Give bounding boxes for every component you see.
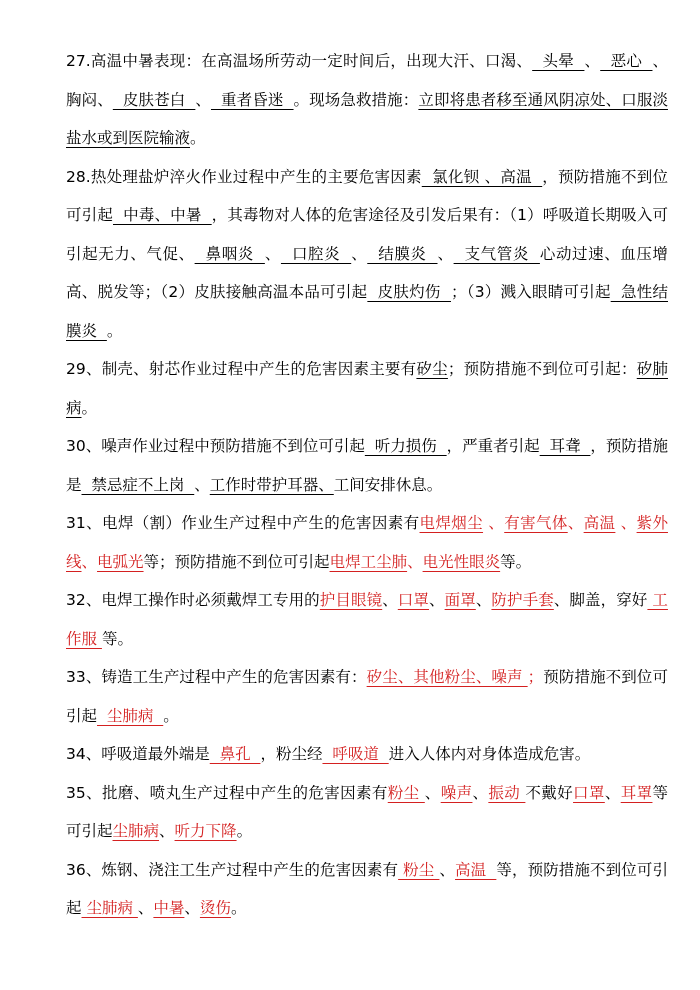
question-text: 。 <box>163 706 179 725</box>
answer-blank: 鼻咽炎 <box>194 244 265 263</box>
answer-blank: 高温 <box>583 514 616 532</box>
question-q35 <box>66 774 668 851</box>
answer-blank: 口罩 <box>573 783 605 802</box>
question-text: 预防措施不到位可引起 <box>66 668 668 725</box>
answer-blank: 矽尘、其他粉尘、噪声 <box>366 668 528 686</box>
question-text: 等。 <box>101 629 133 648</box>
answer-blank: 呼吸道 <box>322 745 389 763</box>
question-text: 、脚盖，穿好 <box>553 591 648 609</box>
answer-blank: 防护手套 <box>491 591 554 609</box>
answer-blank: 口腔炎 <box>280 244 352 263</box>
answer-blank: 电弧光 <box>97 552 144 571</box>
question-q27 <box>66 42 668 158</box>
question-text: 、 <box>195 90 211 109</box>
question-text: 31、电焊（割）作业生产过程中产生的危害因素有 <box>66 514 420 532</box>
question-q28 <box>66 158 668 351</box>
answer-blank: 中毒、中暑 <box>113 206 212 224</box>
question-text: ，其毒物对人体的危害途径及引发后果有：（1）呼吸道长期吸入可引起无力、气促、 <box>66 206 668 263</box>
answer-blank: 头晕 <box>532 52 585 70</box>
answer-blank: 皮肤苍白 <box>112 90 196 109</box>
answer-blank: 工作服 <box>66 591 668 648</box>
question-q30 <box>66 427 668 504</box>
answer-blank: 矽肺病 <box>66 360 668 417</box>
question-text: 等可引起 <box>66 783 668 840</box>
question-text: 、 <box>184 899 200 917</box>
answer-blank: 尘肺病 <box>97 706 164 725</box>
answer-blank: 中暑 <box>153 899 185 917</box>
answer-blank: 重者昏迷 <box>210 90 294 109</box>
question-text: ，预防措施是 <box>66 437 668 494</box>
question-text: 。现场急救措施： <box>293 90 419 109</box>
question-text: 、 <box>382 591 398 609</box>
question-text: 等；预防措施不到位可引起 <box>143 552 330 571</box>
question-text: 、 <box>584 52 601 70</box>
answer-blank: 高温 <box>455 860 497 879</box>
question-text: 、 <box>424 783 441 802</box>
answer-blank: 口罩 <box>397 591 429 609</box>
answer-blank: 紫外线 <box>66 514 668 571</box>
answer-blank: 粉尘 <box>398 860 440 879</box>
question-text: 36、炼钢、浇注工生产过程中产生的危害因素有 <box>66 860 399 879</box>
question-q34 <box>66 735 668 774</box>
answer-blank: 烫伤 <box>199 899 231 917</box>
question-text: 33、铸造工生产过程中产生的危害因素有： <box>66 668 367 686</box>
question-text: 心动过速、血压增高、脱发等；（2）皮肤接触高温本品可引起 <box>66 244 668 301</box>
question-text: 。 <box>236 822 253 840</box>
answer-blank: 禁忌症不上岗 <box>81 475 195 494</box>
question-text: 、 <box>483 514 505 532</box>
question-text: 、 <box>81 552 98 571</box>
question-text: 、 <box>137 899 154 917</box>
answer-blank: 皮肤灼伤 <box>367 283 451 301</box>
question-q31 <box>66 504 668 581</box>
question-text: 30、噪声作业过程中预防措施不到位可引起 <box>66 437 365 455</box>
question-text: ，预防措施不到位可引起 <box>66 167 668 224</box>
question-text: 、胸闷、 <box>66 52 668 109</box>
answer-blank: 恶心 <box>600 52 653 70</box>
answer-blank: 鼻孔 <box>209 745 261 763</box>
question-text: ；（3）溅入眼睛可引起 <box>450 283 611 301</box>
question-text: 、 <box>264 244 281 263</box>
question-q33 <box>66 658 668 735</box>
question-text: 、 <box>472 783 489 802</box>
answer-blank: 电焊烟尘 <box>419 514 484 532</box>
question-text: 、 <box>615 514 637 532</box>
question-q36 <box>66 851 668 928</box>
question-text: 、 <box>407 552 423 571</box>
question-text: 29、制壳、射芯作业过程中产生的危害因素主要有 <box>66 360 417 378</box>
question-text: 35、批磨、喷丸生产过程中产生的危害因素有 <box>66 783 388 802</box>
question-text: 、 <box>437 244 454 263</box>
answer-blank: 矽尘 <box>416 360 448 378</box>
question-text: 34、呼吸道最外端是 <box>66 745 210 763</box>
answer-blank: 振动 <box>488 783 526 802</box>
answer-blank: 尘肺病 <box>112 822 160 840</box>
question-text: 等。 <box>500 552 532 571</box>
answer-blank: 面罩 <box>444 591 476 609</box>
question-text: 、 <box>439 860 456 879</box>
answer-blank: 支气管炎 <box>453 244 540 263</box>
question-text: 、 <box>194 475 210 494</box>
answer-blank: 护目眼镜 <box>319 591 383 609</box>
question-text: 。 <box>81 398 98 417</box>
question-q32 <box>66 581 668 658</box>
question-text: 等，预防措施不到位可引起 <box>66 860 668 917</box>
answer-blank: 听力下降 <box>174 822 237 840</box>
question-text: 32、电焊工操作时必须戴焊工专用的 <box>66 591 320 609</box>
question-text: 、 <box>475 591 492 609</box>
question-text: 不戴好 <box>525 783 574 802</box>
answer-blank: 急性结膜炎 <box>66 283 668 340</box>
answer-blank: 听力损伤 <box>364 437 447 455</box>
answer-blank: 电光性眼炎 <box>422 552 501 571</box>
answer-blank: 粉尘 <box>387 783 425 802</box>
answer-blank: 氯化钡 、高温 <box>421 167 543 186</box>
question-text: 。 <box>106 321 123 340</box>
question-text: 、 <box>604 783 621 802</box>
answer-blank: 工作时带护耳器、 <box>209 475 334 494</box>
answer-blank: 结膜炎 <box>367 244 438 263</box>
question-text: 27.高温中暑表现：在高温场所劳动一定时间后，出现大汗、口渴、 <box>66 52 533 70</box>
answer-blank: 有害气体 <box>504 514 568 532</box>
answer-blank: 电焊工尘肺 <box>329 552 408 571</box>
question-text: ； <box>527 668 544 686</box>
answer-blank: 噪声 <box>440 783 473 802</box>
question-text: 28.热处理盐炉淬火作业过程中产生的主要危害因素 <box>66 167 422 186</box>
answer-blank: 立即将患者移至通风阴凉处、口服淡盐水或到医院输液 <box>66 90 668 147</box>
answer-blank: 耳聋 <box>539 437 591 455</box>
question-text: 、 <box>159 822 175 840</box>
answer-blank: 耳罩 <box>620 783 653 802</box>
question-text: 、 <box>429 591 445 609</box>
question-text: ，粉尘经 <box>260 745 323 763</box>
question-text: 进入人体内对身体造成危害。 <box>388 745 591 763</box>
question-text: 工间安排休息。 <box>333 475 443 494</box>
question-text: 。 <box>190 129 206 147</box>
question-text: ，严重者引起 <box>446 437 540 455</box>
question-text: 、 <box>351 244 368 263</box>
question-q29 <box>66 350 668 427</box>
question-text: 。 <box>230 899 247 917</box>
question-text: 、 <box>567 514 584 532</box>
answer-blank: 尘肺病 <box>81 899 138 917</box>
question-text: ；预防措施不到位可引起： <box>447 360 637 378</box>
